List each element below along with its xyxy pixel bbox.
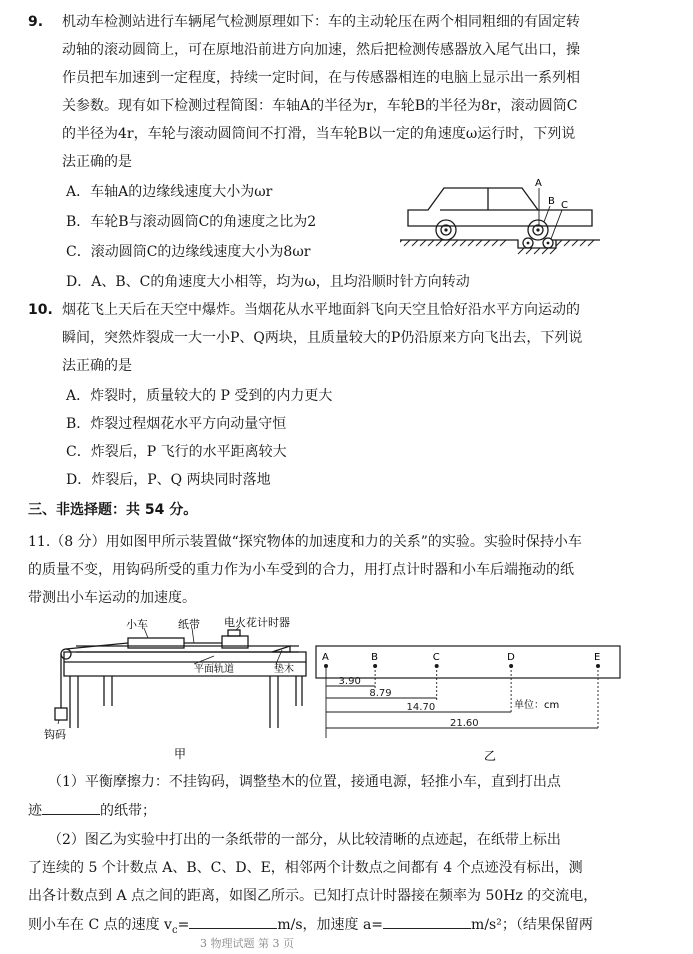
q9-line-3: 作员把车加速到一定程度，持续一定时间，在与传感器相连的电脑上显示出一系列相	[62, 70, 580, 86]
q10-option-d: D．炸裂后，P、Q 两块同时落地	[66, 472, 271, 488]
q9-option-d: D．A、B、C的角速度大小相等，均为ω，且均沿顺时针方向转动	[66, 274, 470, 290]
part2-line-1: （2）图乙为实验中打出的一条纸带的一部分，从比较清晰的点迹起，在纸带上标出	[48, 832, 561, 848]
tape-label-a: A	[322, 652, 329, 663]
q9-option-b: B．车轮B与滚动圆筒C的角速度之比为2	[66, 214, 317, 230]
q9-line-2: 动轴的滚动圆筒上，可在原地沿前进方向加速，然后把检测传感器放入尾气出口，操	[62, 42, 580, 58]
caption-yi: 乙	[484, 749, 497, 763]
q10-number: 10.	[28, 302, 53, 318]
q10-option-a: A．炸裂时，质量较大的 P 受到的内力更大	[66, 388, 333, 404]
label-weight: 钩码	[44, 728, 66, 741]
unit-label: 单位：cm	[514, 700, 560, 711]
label-track: 平面轨道	[194, 664, 234, 675]
apparatus-figure	[44, 616, 314, 766]
q10-option-b: B．炸裂过程烟花水平方向动量守恒	[66, 416, 287, 432]
q9-line-5: 的半径为4r，车轮与滚动圆筒间不打滑，当车轮B以一定的角速度ω运行时，下列说	[62, 126, 576, 142]
distance-label-1: 3.90	[338, 676, 361, 687]
q10-line-1: 烟花飞上天后在天空中爆炸。当烟花从水平地面斜飞向天空且恰好沿水平方向运动的	[62, 302, 580, 318]
answer-blank-velocity[interactable]	[189, 914, 277, 929]
part2-line-3: 出各计数点到 A 点之间的距离，如图乙所示。已知打点计时器接在频率为 50Hz 的交流电，	[28, 888, 598, 904]
caption-jia: 甲	[174, 747, 187, 761]
q9-line-1: 机动车检测站进行车辆尾气检测原理如下：车的主动轮压在两个相同粗细的有固定转	[62, 14, 580, 30]
q10-line-3: 法正确的是	[62, 358, 132, 374]
paper-tape-figure	[314, 642, 624, 766]
part1-line-2: 迹 的纸带；	[28, 800, 156, 821]
section-3-heading: 三、非选择题：共 54 分。	[28, 502, 198, 518]
label-b: B	[548, 196, 555, 207]
distance-label-3: 14.70	[406, 702, 436, 713]
answer-blank-1[interactable]	[42, 800, 100, 815]
tape-label-c: C	[432, 652, 440, 663]
q10-line-2: 瞬间，突然炸裂成一大一小P、Q两块，且质量较大的P仍沿原来方向飞出去，下列说	[62, 330, 583, 346]
q9-line-4: 关参数。现有如下检测过程简图：车轴A的半径为r，车轮B的半径为8r，滚动圆筒C	[62, 98, 578, 114]
q11-line-3: 带测出小车运动的加速度。	[28, 590, 196, 606]
tape-label-b: B	[371, 652, 378, 663]
car-on-rollers-figure	[400, 176, 610, 256]
label-cart: 小车	[126, 618, 148, 631]
part2-line-2: 了连续的 5 个计数点 A、B、C、D、E，相邻两个计数点之间都有 4 个点迹没有标出，测	[28, 860, 583, 876]
distance-label-4: 21.60	[450, 718, 479, 729]
q11-line-2: 的质量不变，用钩码所受的重力作为小车受到的合力，用打点计时器和小车后端拖动的纸	[28, 562, 574, 578]
answer-blank-acceleration[interactable]	[383, 914, 471, 929]
part1-line-1: （1）平衡摩擦力：不挂钩码，调整垫木的位置，接通电源，轻推小车，直到打出点	[48, 774, 561, 790]
label-tape: 纸带	[178, 618, 200, 631]
page-footer: 3 物理试题 第 3 页	[200, 937, 294, 950]
label-a: A	[535, 178, 542, 189]
distance-label-2: 8.79	[369, 688, 392, 699]
q9-line-6: 法正确的是	[62, 154, 132, 170]
label-timer: 电火花计时器	[224, 616, 290, 629]
q9-option-c: C．滚动圆筒C的边缘线速度大小为8ωr	[66, 244, 311, 260]
q10-option-c: C．炸裂后，P 飞行的水平距离较大	[66, 444, 287, 460]
label-c: C	[561, 200, 568, 211]
tape-label-d: D	[507, 652, 515, 663]
q11-line-1: 11.（8 分）用如图甲所示装置做“探究物体的加速度和力的关系”的实验。实验时保持小车	[28, 534, 582, 550]
part2-line-4: 则小车在 C 点的速度 $v_c= m/s$，加速度 a= m/s²；（结果保留两	[28, 914, 593, 941]
q9-number: 9.	[28, 14, 44, 30]
label-shim: 垫木	[274, 664, 294, 675]
tape-label-e: E	[594, 652, 601, 663]
q9-option-a: A．车轴A的边缘线速度大小为ωr	[66, 184, 273, 200]
